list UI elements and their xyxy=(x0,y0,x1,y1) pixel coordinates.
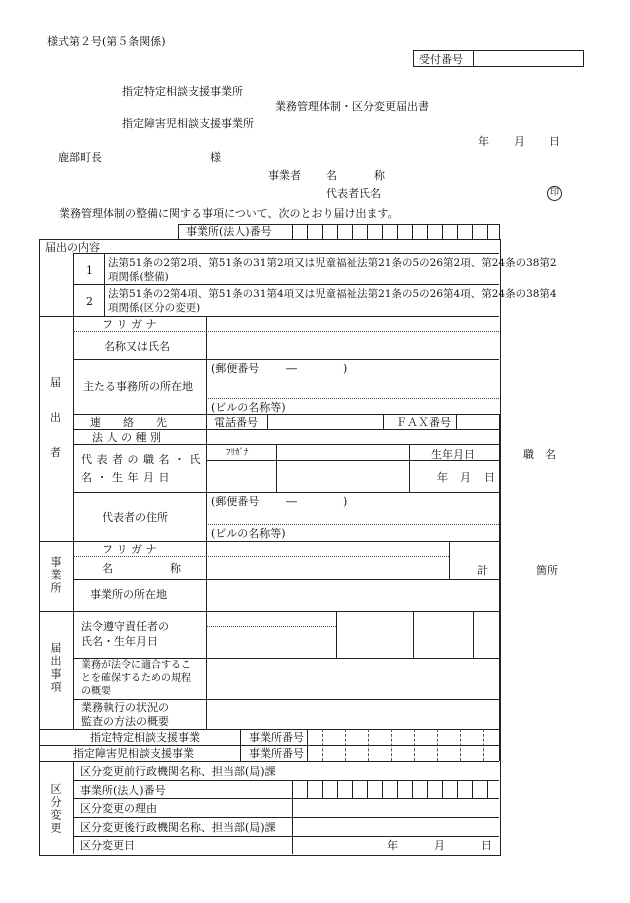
office-address-label: 事業所の所在地 xyxy=(90,588,167,601)
rules-line3: の概要 xyxy=(81,686,111,697)
service-1-label: 指定特定相談支援事業 xyxy=(90,731,200,744)
office-count-2: 箇所 xyxy=(536,564,558,577)
business-label: 事業者 xyxy=(268,169,301,182)
notifier-furigana-label: フ リ ガ ナ xyxy=(102,318,157,331)
birth-label: 生年月日 xyxy=(431,448,475,461)
addressee-name: 鹿部町長 xyxy=(58,151,102,164)
change-row-2: 事業所(法人)番号 xyxy=(80,784,166,797)
audit-line1: 業務執行の状況の xyxy=(81,701,169,714)
compliance-line1: 法令遵守責任者の xyxy=(81,620,169,633)
item2-number: 2 xyxy=(86,295,93,308)
contents-header: 届出の内容 xyxy=(45,241,100,254)
rep-line2: 名 ・ 生 年 月 日 xyxy=(81,471,170,484)
notifier-name-label: 名称又は氏名 xyxy=(104,340,170,353)
notifier-side-3: 者 xyxy=(50,446,61,459)
rep-line1: 代 表 者 の 職 名 ・ 氏 xyxy=(81,453,201,466)
postal-label: (郵便番号 xyxy=(211,362,260,375)
contact-label: 連 絡 先 xyxy=(90,416,167,429)
intro-text: 業務管理体制の整備に関する事項について、次のとおり届け出ます。 xyxy=(59,207,399,220)
change-date-month: 月 xyxy=(434,839,445,852)
rep-postal-close: ) xyxy=(343,495,348,508)
date-month: 月 xyxy=(514,135,525,148)
office-name-2: 称 xyxy=(170,562,181,575)
receipt-label: 受付番号 xyxy=(419,53,463,66)
service-2-label: 指定障害児相談支援事業 xyxy=(73,747,194,760)
document-title: 業務管理体制・区分変更届出書 xyxy=(275,100,429,113)
birth-month: 月 xyxy=(460,471,471,484)
name-label-2: 称 xyxy=(374,169,385,182)
notifier-address-label: 主たる事務所の所在地 xyxy=(83,380,193,393)
change-date-day: 日 xyxy=(481,839,492,852)
rep-furigana: ﾌﾘｶﾞﾅ xyxy=(226,448,249,458)
rep-address-label: 代表者の住所 xyxy=(102,511,168,524)
change-row-4: 区分変更後行政機関名称、担当部(局)課 xyxy=(80,821,276,834)
postal-close: ) xyxy=(343,362,348,375)
item1-number: 1 xyxy=(86,264,93,277)
corp-type-label: 法 人 の 種 別 xyxy=(92,431,161,444)
notifier-side-1: 届 xyxy=(50,376,61,389)
office-number-label: 事業所(法人)番号 xyxy=(186,225,272,238)
office-count-1: 計 xyxy=(477,564,488,577)
addressee-suffix: 様 xyxy=(210,151,221,164)
rules-line1: 業務が法令に適合するこ xyxy=(81,660,191,671)
item1-line2: 項関係(整備) xyxy=(108,271,169,283)
matters-side-label: 届出事項 xyxy=(49,642,62,694)
item1-line1: 法第51条の2第2項、第51条の31第2項又は児童福祉法第21条の5の26第2項、第24条の38第2 xyxy=(108,257,557,269)
birth-day: 日 xyxy=(484,471,495,484)
title-biz2: 指定障害児相談支援事業所 xyxy=(122,117,254,130)
building-label: (ビルの名称等) xyxy=(211,401,286,414)
office-name-1: 名 xyxy=(102,562,113,575)
date-day: 日 xyxy=(549,135,560,148)
rep-postal-dash: ― xyxy=(286,495,297,508)
fax-label: ＦＡＸ番号 xyxy=(396,416,451,429)
rep-building-label: (ビルの名称等) xyxy=(211,527,286,540)
service-1-num-label: 事業所番号 xyxy=(249,731,304,744)
compliance-line2: 氏名・生年月日 xyxy=(81,635,158,648)
office-side-label: 事業所 xyxy=(49,556,62,595)
phone-label: 電話番号 xyxy=(214,416,258,429)
form-id: 様式第２号(第５条関係) xyxy=(47,35,166,48)
service-2-num-label: 事業所番号 xyxy=(249,747,304,760)
seal-icon: 印 xyxy=(547,186,562,201)
rep-postal-label: (郵便番号 xyxy=(211,495,260,508)
change-row-3: 区分変更の理由 xyxy=(80,802,157,815)
change-row-1: 区分変更前行政機関名称、担当部(局)課 xyxy=(80,765,276,778)
rules-line2: とを確保するための規程 xyxy=(81,673,191,684)
audit-line2: 監査の方法の概要 xyxy=(81,715,169,728)
change-side-label: 区分変更 xyxy=(49,783,62,835)
date-year: 年 xyxy=(478,135,489,148)
change-row-5: 区分変更日 xyxy=(80,839,135,852)
birth-year: 年 xyxy=(437,471,448,484)
name-label-1: 名 xyxy=(326,169,337,182)
title-biz1: 指定特定相談支援事業所 xyxy=(122,85,243,98)
job-label: 職 名 xyxy=(523,448,556,461)
item2-line1: 法第51条の2第4項、第51条の31第4項又は児童福祉法第21条の5の26第4項、第24条の38第4 xyxy=(108,288,557,300)
change-date-year: 年 xyxy=(387,839,398,852)
office-furigana-label: フ リ ガ ナ xyxy=(102,543,157,556)
postal-dash: ― xyxy=(286,362,297,375)
notifier-side-2: 出 xyxy=(50,411,61,424)
rep-label: 代表者氏名 xyxy=(326,187,381,200)
item2-line2: 項関係(区分の変更) xyxy=(108,302,201,314)
